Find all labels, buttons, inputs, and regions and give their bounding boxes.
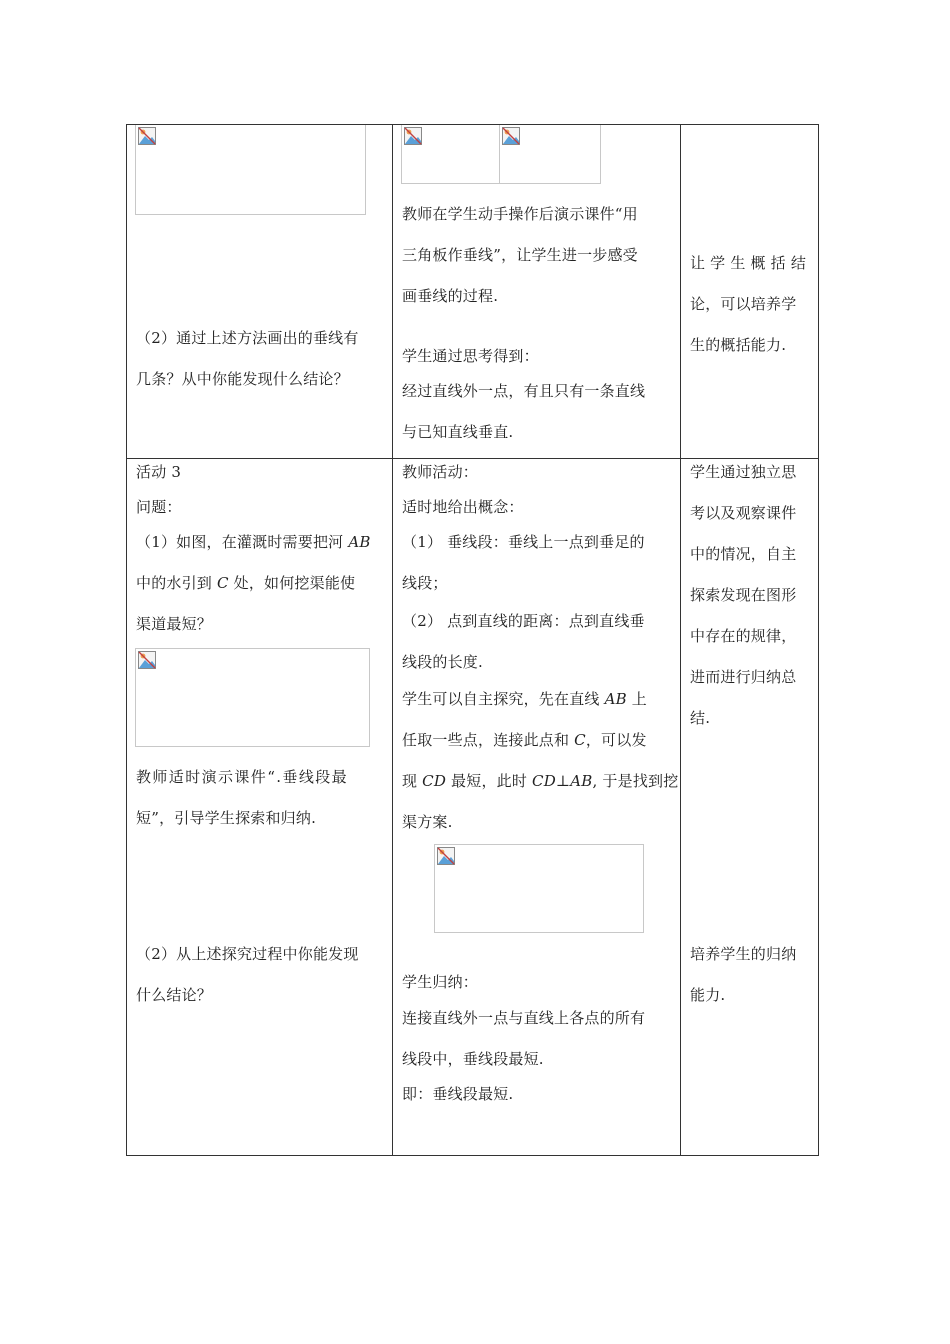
explore-line1: 学生可以自主探究，先在直线 AB 上	[402, 690, 648, 708]
figure-image	[434, 844, 644, 933]
figure-image	[135, 648, 370, 747]
explore-line2: 任取一些点，连接此点和 C，可以发	[402, 731, 647, 749]
activity-title: 活动 3	[136, 463, 182, 481]
figure-image	[499, 125, 601, 184]
row1-note-line3: 生的概括能力.	[690, 336, 787, 354]
row1-p2-line2: 经过直线外一点，有且只有一条直线	[402, 382, 646, 400]
row2-q2-line2: 什么结论？	[136, 986, 213, 1004]
teacher-activity-label: 教师活动：	[402, 463, 479, 481]
row1-p2-line3: 与已知直线垂直.	[402, 423, 514, 441]
row2-note-line3: 中的情况，自主	[690, 545, 797, 563]
row2-note-line7: 结.	[690, 709, 711, 727]
row1-p2-line1: 学生通过思考得到：	[402, 347, 539, 365]
concept1-line2: 线段；	[402, 574, 448, 592]
column-divider-2	[680, 124, 681, 1156]
row2-note-line5: 中存在的规律，	[690, 627, 797, 645]
summary-label: 学生归纳：	[402, 973, 479, 991]
row2-note-line4: 探索发现在图形	[690, 586, 797, 604]
row1-q2-line1: （2）通过上述方法画出的垂线有	[136, 329, 359, 347]
row2-q1-line3: 渠道最短？	[136, 615, 213, 633]
row1-p1-line2: 三角板作垂线”，让学生进一步感受	[402, 246, 638, 264]
row2-note-line8: 培养学生的归纳	[690, 945, 797, 963]
summary-line2: 线段中，垂线段最短.	[402, 1050, 544, 1068]
question-label: 问题：	[136, 498, 182, 516]
row2-note-line2: 考以及观察课件	[690, 504, 797, 522]
broken-image-icon	[138, 127, 156, 145]
row1-p1-line3: 画垂线的过程.	[402, 287, 499, 305]
explore-line4: 渠方案.	[402, 813, 453, 831]
row2-note-line9: 能力.	[690, 986, 726, 1004]
row2-demo-line1: 教师适时演示课件“.垂线段最	[136, 768, 349, 786]
broken-image-icon	[502, 127, 520, 145]
row2-q1-line2: 中的水引到 C 处，如何挖渠能使	[136, 574, 356, 592]
column-divider-1	[392, 124, 393, 1156]
broken-image-icon	[138, 651, 156, 669]
explore-line3: 现 CD 最短，此时 CD⊥AB, 于是找到挖	[402, 772, 679, 790]
row1-note-line2: 论，可以培养学	[690, 295, 797, 313]
summary-line1: 连接直线外一点与直线上各点的所有	[402, 1009, 646, 1027]
concept-intro: 适时地给出概念：	[402, 498, 524, 516]
row2-q2-line1: （2）从上述探究过程中你能发现	[136, 945, 359, 963]
table-right-border	[818, 124, 819, 1156]
broken-image-icon	[437, 847, 455, 865]
row2-demo-line2: 短”，引导学生探索和归纳.	[136, 809, 317, 827]
row-divider	[126, 458, 819, 459]
broken-image-icon	[404, 127, 422, 145]
row2-q1-line1: （1）如图，在灌溉时需要把河 AB	[136, 533, 371, 551]
concept2-line2: 线段的长度.	[402, 653, 483, 671]
row2-note-line1: 学生通过独立思	[690, 463, 797, 481]
concept1-line1: （1） 垂线段：垂线上一点到垂足的	[402, 533, 645, 551]
row1-p1-line1: 教师在学生动手操作后演示课件“用	[402, 205, 638, 223]
row1-q2-line2: 几条？从中你能发现什么结论？	[136, 370, 349, 388]
table-bottom-border	[126, 1155, 819, 1156]
row1-note-line1: 让 学 生 概 括 结	[690, 254, 807, 272]
concept2-line1: （2） 点到直线的距离：点到直线垂	[402, 612, 645, 630]
table-left-border	[126, 124, 127, 1156]
row2-note-line6: 进而进行归纳总	[690, 668, 797, 686]
figure-image	[135, 125, 366, 215]
summary-line3: 即：垂线段最短.	[402, 1085, 514, 1103]
figure-image	[401, 125, 500, 184]
